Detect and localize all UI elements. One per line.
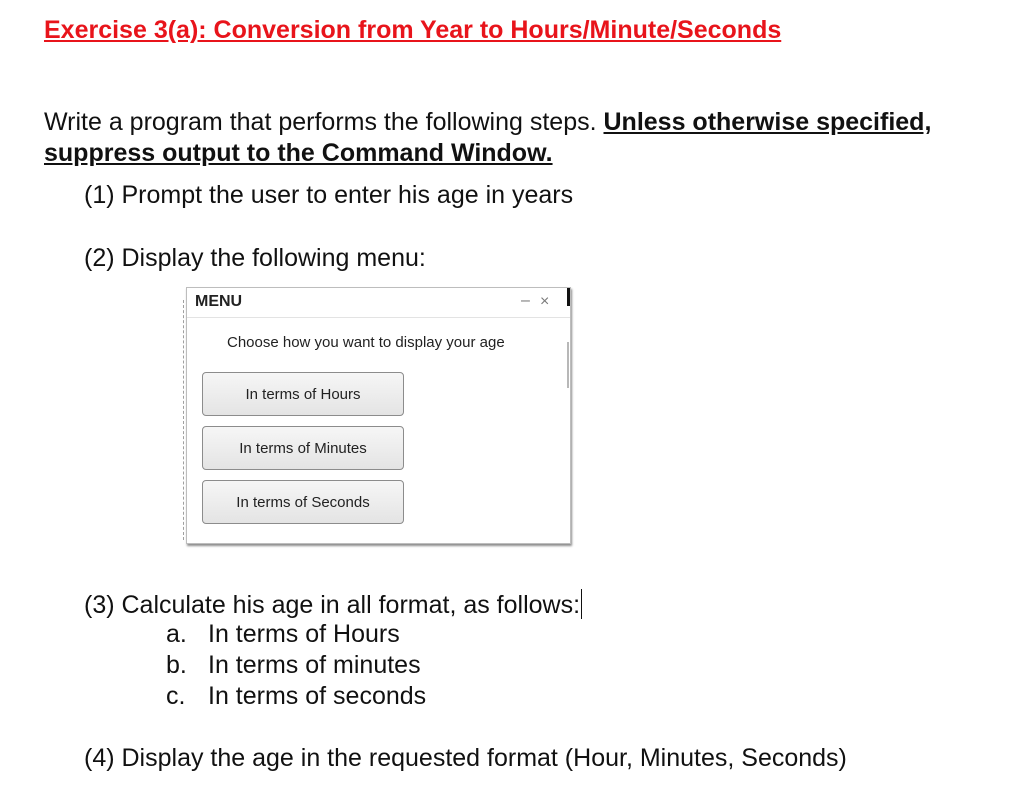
menu-dialog — [186, 287, 571, 544]
menu-titlebar — [187, 288, 570, 318]
menu-prompt: Choose how you want to display your age — [227, 334, 505, 351]
intro-text: Write a program that performs the following steps. — [44, 108, 604, 136]
exercise-title: Exercise 3(a): Conversion from Year to Hours/Minute/Seconds — [44, 16, 782, 44]
intro-emphasis: Unless otherwise specified, suppress output to the Command Window. — [44, 108, 932, 167]
calc-item — [166, 620, 400, 649]
text-cursor — [581, 589, 582, 619]
calc-item-letter: c. — [166, 682, 186, 710]
minutes-button[interactable]: In terms of Minutes — [202, 426, 404, 470]
calc-item — [166, 682, 426, 711]
intro-paragraph — [44, 107, 1019, 169]
step-2: (2) Display the following menu: — [84, 244, 426, 272]
hours-button[interactable]: In terms of Hours — [202, 372, 404, 416]
calc-item — [166, 651, 421, 680]
calc-item-text: In terms of minutes — [208, 651, 421, 679]
close-icon[interactable]: × — [540, 293, 550, 310]
calc-item-text: In terms of Hours — [208, 620, 400, 648]
step-3-text: (3) Calculate his age in all format, as follows: — [84, 591, 581, 619]
calc-item-letter: b. — [166, 651, 187, 679]
calc-item-letter: a. — [166, 620, 187, 648]
menu-title: MENU — [195, 293, 243, 310]
step-1: (1) Prompt the user to enter his age in years — [84, 181, 574, 209]
seconds-button[interactable]: In terms of Seconds — [202, 480, 404, 524]
window-edge-marker — [567, 288, 570, 306]
window-edge-line — [567, 342, 569, 388]
calc-item-text: In terms of seconds — [208, 682, 427, 710]
step-3 — [84, 589, 582, 620]
step-4: (4) Display the age in the requested format (Hour, Minutes, Seconds) — [84, 744, 847, 772]
minimize-icon[interactable]: – — [521, 292, 530, 309]
